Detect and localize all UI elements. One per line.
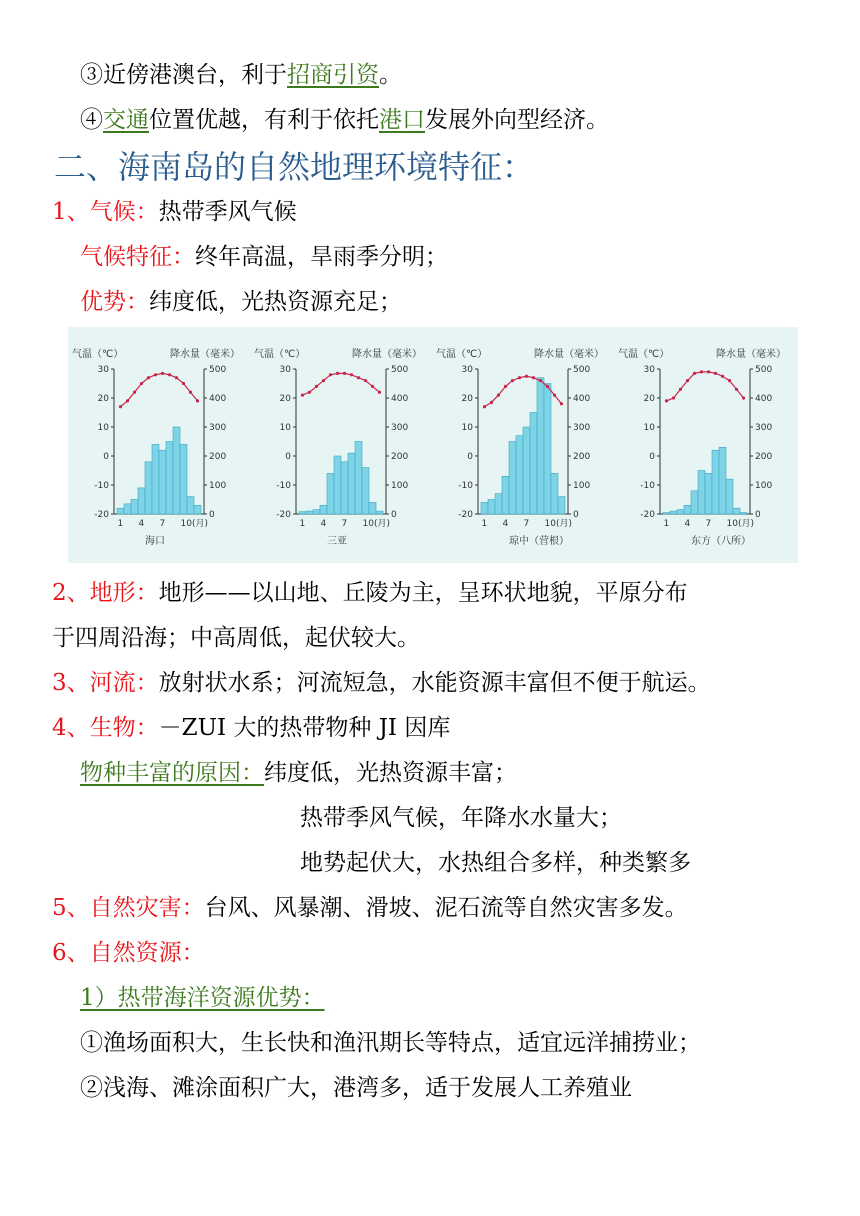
precip-bar-month-7: [159, 450, 166, 514]
x-tick-label: 1: [117, 519, 124, 529]
precip-bar-month-9: [537, 378, 544, 514]
line-3: [80, 60, 402, 90]
left-tick-label: -10: [94, 481, 109, 491]
left-tick-label: -10: [458, 481, 473, 491]
right-axis-label: 降水量（毫米）: [534, 349, 604, 360]
right-tick-label: 400: [209, 394, 227, 404]
temperature-point-month-5: [147, 376, 150, 379]
precip-bar-month-9: [173, 427, 180, 514]
temperature-point-month-9: [175, 376, 178, 379]
precip-bar-month-4: [502, 476, 509, 514]
precip-bar-month-10: [726, 479, 733, 514]
station-name: 东方（八所）: [691, 536, 751, 547]
section-heading: 二、海南岛的自然地理环境特征：: [54, 148, 535, 186]
precip-bar-month-11: [551, 473, 558, 514]
marine-resource-label: 1）热带海洋资源优势：: [80, 985, 325, 1011]
right-tick-label: 400: [391, 394, 409, 404]
x-tick-label: 10(月): [362, 519, 390, 529]
temperature-point-month-3: [315, 385, 318, 388]
temperature-point-month-4: [322, 379, 325, 382]
temperature-point-month-7: [525, 375, 528, 378]
right-tick-label: 100: [391, 481, 409, 491]
species-reason-label: 物种丰富的原因：: [80, 760, 264, 786]
temperature-point-month-11: [371, 385, 374, 388]
left-tick-label: 0: [467, 452, 473, 462]
climate-feature-text: 终年高温，旱雨季分明；: [195, 244, 448, 270]
temperature-point-month-11: [735, 388, 738, 391]
temperature-point-month-4: [504, 385, 507, 388]
left-tick-label: 30: [97, 365, 109, 375]
left-tick-label: -20: [458, 510, 473, 520]
climate-chart-2: [254, 347, 422, 547]
precip-bar-month-8: [348, 453, 355, 514]
x-tick-label: 4: [684, 519, 691, 529]
precip-bar-month-6: [334, 456, 341, 514]
right-tick-label: 500: [391, 365, 409, 375]
precip-bar-month-5: [509, 442, 516, 515]
precip-bar-month-11: [369, 502, 376, 514]
temperature-point-month-8: [350, 373, 353, 376]
precip-bar-month-7: [705, 473, 712, 514]
temperature-point-month-2: [126, 399, 129, 402]
marine-resource-heading: [80, 983, 325, 1013]
advantage-line: [80, 287, 402, 317]
temperature-point-month-8: [714, 372, 717, 375]
right-tick-label: 400: [573, 394, 591, 404]
precip-bar-month-4: [320, 505, 327, 514]
temperature-point-month-12: [560, 402, 563, 405]
x-tick-label: 1: [663, 519, 670, 529]
terrain-line-2: 于四周沿海；中高周低，起伏较大。: [52, 625, 420, 651]
right-tick-label: 100: [209, 481, 227, 491]
precip-bar-month-6: [516, 436, 523, 514]
climate-feature-line: [80, 242, 448, 272]
precip-bar-month-2: [124, 504, 131, 514]
terrain-text: 地形——以山地、丘陵为主，呈环状地貌，平原分布: [158, 580, 688, 606]
disaster-text: 台风、风暴潮、滑坡、泥石流等自然灾害多发。: [204, 895, 688, 921]
temperature-point-month-8: [168, 373, 171, 376]
disaster-label: 5、自然灾害：: [52, 895, 205, 921]
temperature-point-month-3: [133, 391, 136, 394]
advantage-text: 纬度低，光热资源充足；: [149, 289, 402, 315]
precip-bar-month-5: [145, 462, 152, 514]
left-tick-label: 0: [103, 452, 109, 462]
right-tick-label: 200: [755, 452, 773, 462]
resource-line: [52, 938, 205, 968]
river-line: [52, 668, 711, 698]
climate-charts-panel: [68, 327, 798, 563]
species-reason-text: 纬度低，光热资源丰富；: [264, 760, 517, 786]
left-tick-label: 20: [461, 394, 473, 404]
left-tick-label: -20: [640, 510, 655, 520]
advantage-label: 优势：: [80, 289, 149, 315]
temperature-line: [303, 373, 380, 395]
precip-bar-month-4: [138, 488, 145, 514]
temperature-point-month-3: [497, 394, 500, 397]
fishery-line: ①渔场面积大，生长快和渔汛期长等特点，适宜远洋捕捞业；: [80, 1030, 701, 1056]
temperature-point-month-2: [490, 401, 493, 404]
right-axis-label: 降水量（毫米）: [716, 349, 786, 360]
x-tick-label: 1: [299, 519, 306, 529]
river-text: 放射状水系；河流短急，水能资源丰富但不便于航运。: [158, 670, 711, 696]
temperature-line: [667, 372, 744, 401]
temperature-point-month-9: [539, 379, 542, 382]
left-axis-label: 气温（℃）: [72, 349, 124, 360]
climate-label: 1、气候：: [52, 199, 159, 225]
climate-charts-svg: [68, 327, 798, 563]
right-axis-label: 降水量（毫米）: [352, 349, 422, 360]
precip-bar-month-9: [719, 447, 726, 514]
right-tick-label: 100: [573, 481, 591, 491]
precip-bar-month-10: [362, 468, 369, 514]
precip-bar-month-4: [684, 505, 691, 514]
temperature-point-month-10: [182, 382, 185, 385]
biology-line: [52, 713, 450, 743]
left-axis-label: 气温（℃）: [436, 349, 488, 360]
precip-bar-month-10: [544, 384, 551, 515]
left-tick-label: 30: [461, 365, 473, 375]
x-tick-label: 10(月): [726, 519, 754, 529]
biology-text: －ZUI 大的热带物种 JI 因库: [158, 715, 451, 741]
left-tick-label: 20: [643, 394, 655, 404]
precip-bar-month-12: [558, 497, 565, 514]
temperature-point-month-4: [140, 382, 143, 385]
temperature-point-month-10: [728, 379, 731, 382]
right-tick-label: 300: [573, 423, 591, 433]
right-tick-label: 500: [573, 365, 591, 375]
right-tick-label: 400: [755, 394, 773, 404]
station-name: 海口: [145, 536, 165, 547]
left-tick-label: 0: [285, 452, 291, 462]
precip-bar-month-10: [180, 444, 187, 514]
temperature-point-month-1: [665, 399, 668, 402]
precip-bar-month-1: [663, 513, 670, 514]
precip-bar-month-9: [355, 442, 362, 515]
right-tick-label: 300: [391, 423, 409, 433]
left-tick-label: 30: [279, 365, 291, 375]
climate-text: 热带季风气候: [158, 199, 297, 225]
precip-bar-month-11: [733, 508, 740, 514]
temperature-point-month-10: [364, 379, 367, 382]
precip-bar-month-5: [691, 491, 698, 514]
terrain-label: 2、地形：: [52, 580, 159, 606]
x-tick-label: 7: [523, 519, 530, 529]
right-tick-label: 300: [755, 423, 773, 433]
temperature-point-month-12: [378, 391, 381, 394]
right-tick-label: 0: [755, 510, 761, 520]
right-tick-label: 200: [573, 452, 591, 462]
temperature-point-month-5: [511, 379, 514, 382]
temperature-point-month-5: [329, 373, 332, 376]
species-reason-3: 地势起伏大，水热组合多样，种类繁多: [300, 850, 691, 876]
right-tick-label: 0: [209, 510, 215, 520]
right-tick-label: 100: [755, 481, 773, 491]
species-reason-line: [80, 758, 517, 788]
precip-bar-month-8: [712, 450, 719, 514]
left-tick-label: 20: [279, 394, 291, 404]
left-tick-label: -20: [276, 510, 291, 520]
x-tick-label: 10(月): [544, 519, 572, 529]
line-4-num: ④: [80, 107, 103, 133]
river-label: 3、河流：: [52, 670, 159, 696]
temperature-point-month-6: [700, 370, 703, 373]
precip-bar-month-12: [376, 511, 383, 514]
temperature-point-month-2: [672, 396, 675, 399]
temperature-point-month-11: [189, 391, 192, 394]
temperature-point-month-10: [546, 385, 549, 388]
precip-bar-month-3: [313, 510, 320, 514]
precip-bar-month-6: [698, 471, 705, 515]
line-4: [80, 105, 609, 135]
port-link: 港口: [379, 107, 425, 133]
right-tick-label: 500: [209, 365, 227, 375]
climate-chart-4: [618, 347, 786, 547]
temperature-point-month-4: [686, 379, 689, 382]
temperature-point-month-1: [301, 394, 304, 397]
left-tick-label: 20: [97, 394, 109, 404]
x-tick-label: 4: [502, 519, 509, 529]
temperature-point-month-12: [742, 396, 745, 399]
temperature-point-month-6: [154, 373, 157, 376]
precip-bar-month-8: [530, 413, 537, 515]
temperature-line: [121, 373, 198, 406]
precip-bar-month-3: [131, 500, 138, 515]
investment-link: 招商引资: [287, 62, 379, 88]
line-4-end: 发展外向型经济。: [425, 107, 609, 133]
line-4-mid: 位置优越，有利于依托: [149, 107, 379, 133]
precip-bar-month-1: [481, 502, 488, 514]
temperature-point-month-1: [483, 405, 486, 408]
x-tick-label: 10(月): [180, 519, 208, 529]
x-tick-label: 1: [481, 519, 488, 529]
aquaculture-line: ②浅海、滩涂面积广大，港湾多，适于发展人工养殖业: [80, 1075, 632, 1101]
temperature-point-month-1: [119, 405, 122, 408]
temperature-point-month-3: [679, 388, 682, 391]
line-3-text: ③近傍港澳台，利于: [80, 62, 287, 88]
left-axis-label: 气温（℃）: [618, 349, 670, 360]
temperature-point-month-7: [343, 372, 346, 375]
climate-chart-3: [436, 347, 604, 547]
right-tick-label: 500: [755, 365, 773, 375]
precip-bar-month-2: [488, 500, 495, 515]
x-tick-label: 4: [138, 519, 145, 529]
temperature-point-month-6: [336, 372, 339, 375]
disaster-line: [52, 893, 688, 923]
transport-link: 交通: [103, 107, 149, 133]
station-name: 三亚: [327, 536, 347, 547]
left-tick-label: 30: [643, 365, 655, 375]
left-tick-label: 10: [279, 423, 291, 433]
temperature-point-month-2: [308, 391, 311, 394]
left-tick-label: 0: [649, 452, 655, 462]
temperature-point-month-9: [721, 375, 724, 378]
line-3-end: 。: [379, 62, 402, 88]
precip-bar-month-2: [306, 511, 313, 514]
precip-bar-month-8: [166, 442, 173, 515]
right-tick-label: 200: [391, 452, 409, 462]
species-reason-2: 热带季风气候，年降水水量大；: [300, 805, 622, 831]
temperature-point-month-9: [357, 376, 360, 379]
left-tick-label: 10: [97, 423, 109, 433]
left-tick-label: 10: [461, 423, 473, 433]
precip-bar-month-3: [495, 494, 502, 514]
temperature-point-month-6: [518, 376, 521, 379]
precip-bar-month-12: [740, 513, 747, 514]
left-tick-label: -10: [276, 481, 291, 491]
temperature-point-month-5: [693, 372, 696, 375]
x-tick-label: 7: [705, 519, 712, 529]
x-tick-label: 7: [159, 519, 166, 529]
right-tick-label: 0: [391, 510, 397, 520]
resource-label: 6、自然资源：: [52, 940, 205, 966]
x-tick-label: 4: [320, 519, 327, 529]
right-tick-label: 300: [209, 423, 227, 433]
temperature-point-month-7: [161, 372, 164, 375]
precip-bar-month-7: [341, 462, 348, 514]
climate-feature-label: 气候特征：: [80, 244, 195, 270]
precip-bar-month-5: [327, 473, 334, 514]
left-tick-label: -20: [94, 510, 109, 520]
climate-line: [52, 197, 297, 227]
right-tick-label: 200: [209, 452, 227, 462]
precip-bar-month-3: [677, 510, 684, 514]
precip-bar-month-7: [523, 427, 530, 514]
x-tick-label: 7: [341, 519, 348, 529]
left-axis-label: 气温（℃）: [254, 349, 306, 360]
precip-bar-month-12: [194, 505, 201, 514]
climate-chart-1: [72, 347, 240, 547]
temperature-point-month-8: [532, 376, 535, 379]
temperature-point-month-12: [196, 399, 199, 402]
precip-bar-month-11: [187, 497, 194, 514]
left-tick-label: 10: [643, 423, 655, 433]
temperature-point-month-11: [553, 394, 556, 397]
temperature-point-month-7: [707, 370, 710, 373]
precip-bar-month-2: [670, 511, 677, 514]
precip-bar-month-1: [299, 512, 306, 514]
biology-label: 4、生物：: [52, 715, 159, 741]
terrain-line: [52, 578, 688, 608]
precip-bar-month-6: [152, 444, 159, 514]
left-tick-label: -10: [640, 481, 655, 491]
right-tick-label: 0: [573, 510, 579, 520]
precip-bar-month-1: [117, 508, 124, 514]
station-name: 琼中（营根）: [509, 536, 569, 547]
right-axis-label: 降水量（毫米）: [170, 349, 240, 360]
